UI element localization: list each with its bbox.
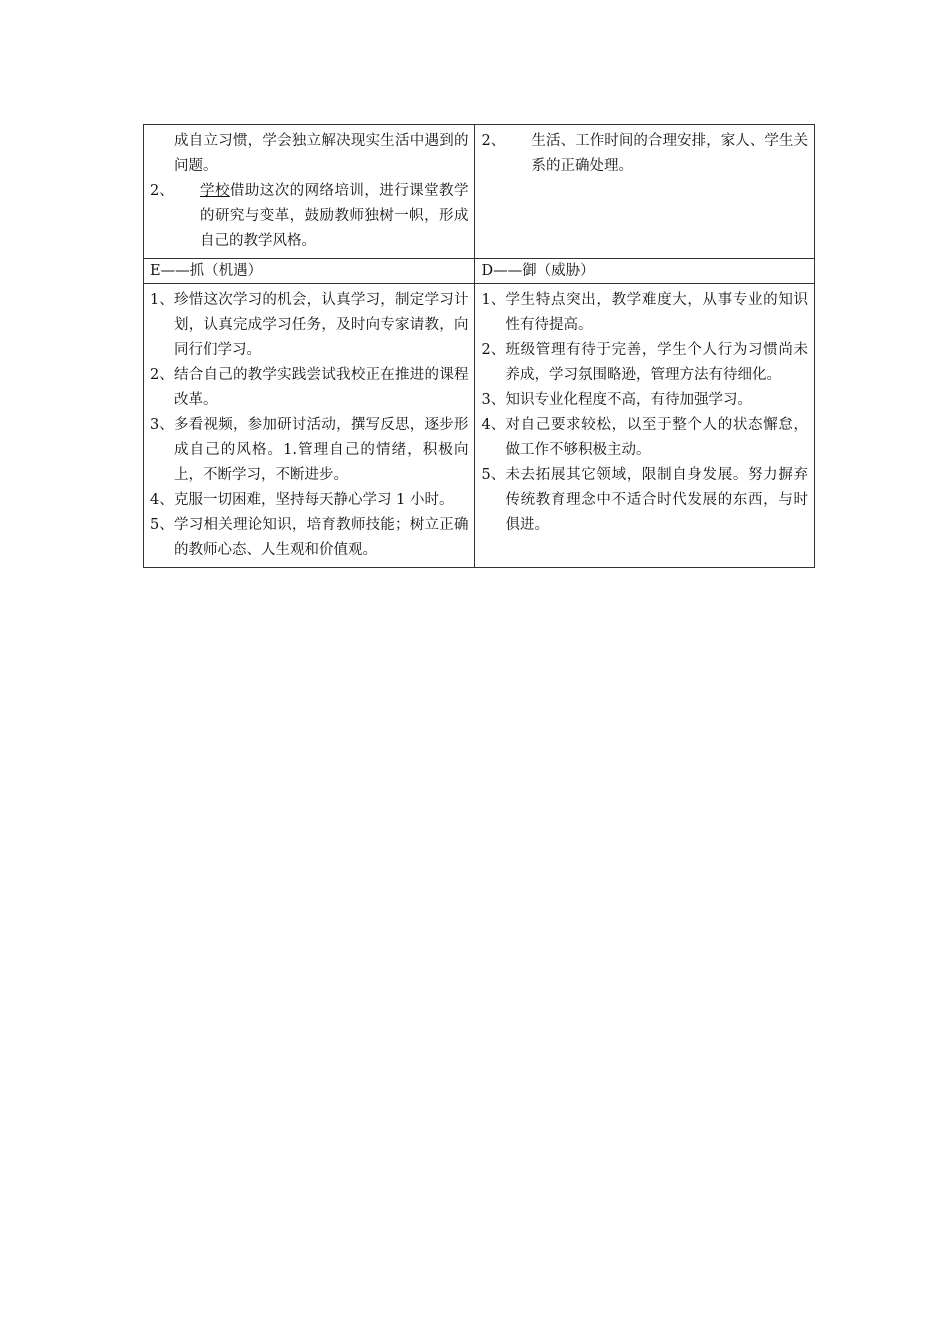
item-text: 多看视频，参加研讨活动，撰写反思，逐步形成自己的风格。1.管理自己的情绪，积极向上，不断学习，不断进步。 [174, 417, 469, 483]
weaknesses-continued-cell [475, 125, 815, 259]
item-text: 知识专业化程度不高，有待加强学习。 [505, 392, 752, 408]
item-text: 学习相关理论知识，培育教师技能；树立正确的教师心态、人生观和价值观。 [174, 517, 469, 558]
item-text: 学生特点突出，教学难度大，从事专业的知识性有待提高。 [505, 292, 808, 333]
item-text: 克服一切困难，坚持每天静心学习 1 小时。 [174, 492, 454, 508]
table-header-row [144, 259, 815, 284]
item-number: 3、 [481, 392, 506, 408]
list-item [150, 179, 468, 254]
threats-cell [475, 284, 815, 568]
item-number: 1、 [150, 292, 174, 308]
item-number: 4、 [150, 492, 174, 508]
underlined-text: 学校 [200, 183, 230, 199]
item-text: 未去拓展其它领域，限制自身发展。努力摒弃传统教育理念中不适合时代发展的东西，与时俱进。 [505, 467, 808, 533]
item-number: 4、 [481, 417, 506, 433]
swot-table [143, 124, 815, 568]
item-number: 5、 [481, 467, 506, 483]
opportunities-header: E——抓（机遇） [144, 259, 475, 284]
item-text: 结合自己的教学实践尝试我校正在推进的课程改革。 [174, 367, 469, 408]
strengths-continued-cell [144, 125, 475, 259]
list-item [481, 463, 808, 538]
list-item [481, 388, 808, 413]
list-item [150, 513, 468, 563]
list-item [481, 129, 808, 179]
item-text: 生活、工作时间的合理安排，家人、学生关系的正确处理。 [531, 133, 808, 174]
table-row [144, 284, 815, 568]
list-item [150, 488, 468, 513]
item-number: 2、 [481, 133, 506, 149]
item-text: 班级管理有待于完善，学生个人行为习惯尚未养成，学习氛围略逊，管理方法有待细化。 [505, 342, 808, 383]
list-item [150, 363, 468, 413]
list-item-continuation: 成自立习惯，学会独立解决现实生活中遇到的问题。 [174, 133, 469, 174]
list-item [150, 413, 468, 488]
item-text: 对自己要求较松，以至于整个人的状态懈怠，做工作不够积极主动。 [505, 417, 808, 458]
item-number: 1、 [481, 292, 506, 308]
item-number: 2、 [481, 342, 506, 358]
item-text: 珍惜这次学习的机会，认真学习，制定学习计划，认真完成学习任务，及时向专家请教，向同行们学习。 [174, 292, 469, 358]
item-text: 借助这次的网络培训，进行课堂教学的研究与变革，鼓励教师独树一帜，形成自己的教学风格。 [200, 183, 469, 249]
opportunities-cell [144, 284, 475, 568]
item-number: 2、 [150, 367, 174, 383]
item-number: 3、 [150, 417, 174, 433]
list-item [481, 338, 808, 388]
table-row [144, 125, 815, 259]
list-item [481, 413, 808, 463]
threats-header: D——御（威胁） [475, 259, 815, 284]
list-item [481, 288, 808, 338]
item-number: 2、 [150, 183, 174, 199]
item-number: 5、 [150, 517, 174, 533]
list-item [150, 288, 468, 363]
